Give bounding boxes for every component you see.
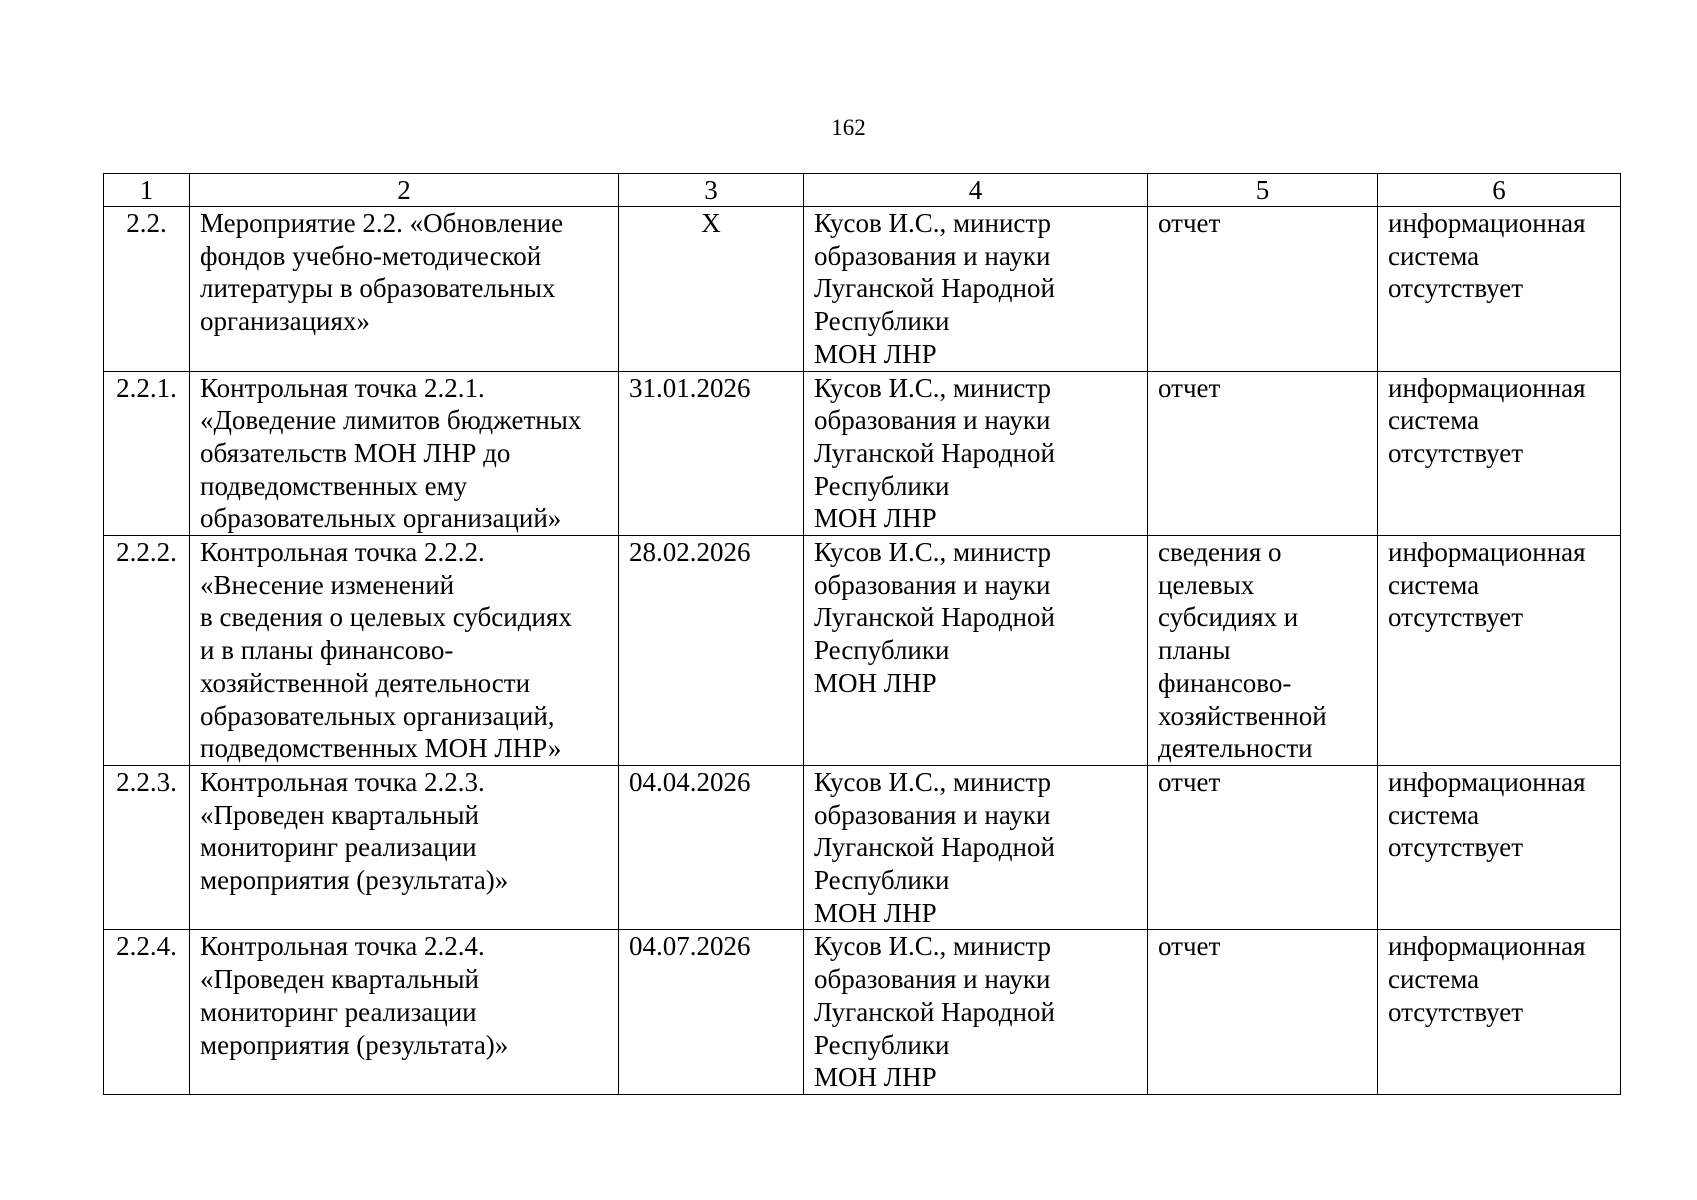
row-document: сведения о целевых субсидиях и планы финансово- хозяйственной деятельности — [1148, 536, 1378, 766]
row-name: Контрольная точка 2.2.2. «Внесение изменений в сведения о целевых субсидиях и в планы финансово- хозяйственной деятельности образовательных организаций, подведомственных МОН ЛНР» — [190, 536, 619, 766]
row-system: информационная система отсутствует — [1378, 371, 1621, 536]
header-row — [104, 174, 1621, 207]
row-responsible: Кусов И.С., министр образования и науки Луганской Народной Республики МОН ЛНР — [804, 765, 1148, 930]
header-col-3: 3 — [619, 174, 804, 207]
row-date: 04.07.2026 — [619, 930, 804, 1095]
row-name: Контрольная точка 2.2.1. «Доведение лимитов бюджетных обязательств МОН ЛНР до подведомственных ему образовательных организаций» — [190, 371, 619, 536]
header-col-1: 1 — [104, 174, 190, 207]
row-name: Контрольная точка 2.2.4. «Проведен квартальный мониторинг реализации мероприятия (результата)» — [190, 930, 619, 1095]
row-responsible: Кусов И.С., министр образования и науки Луганской Народной Республики МОН ЛНР — [804, 371, 1148, 536]
table-row — [104, 930, 1621, 1095]
row-system: информационная система отсутствует — [1378, 930, 1621, 1095]
row-document: отчет — [1148, 930, 1378, 1095]
row-name: Контрольная точка 2.2.3. «Проведен квартальный мониторинг реализации мероприятия (результата)» — [190, 765, 619, 930]
row-document: отчет — [1148, 207, 1378, 372]
row-system: информационная система отсутствует — [1378, 207, 1621, 372]
plan-table — [103, 173, 1621, 1095]
row-system: информационная система отсутствует — [1378, 765, 1621, 930]
header-col-2: 2 — [190, 174, 619, 207]
page-number: 162 — [831, 115, 866, 140]
row-responsible: Кусов И.С., министр образования и науки Луганской Народной Республики МОН ЛНР — [804, 930, 1148, 1095]
header-col-4: 4 — [804, 174, 1148, 207]
row-document: отчет — [1148, 765, 1378, 930]
row-responsible: Кусов И.С., министр образования и науки Луганской Народной Республики МОН ЛНР — [804, 536, 1148, 766]
row-name: Мероприятие 2.2. «Обновление фондов учебно-методической литературы в образовательных организациях» — [190, 207, 619, 372]
row-date: Х — [619, 207, 804, 372]
row-number: 2.2.1. — [104, 371, 190, 536]
row-date: 31.01.2026 — [619, 371, 804, 536]
table-row — [104, 371, 1621, 536]
table-row — [104, 765, 1621, 930]
row-number: 2.2.3. — [104, 765, 190, 930]
row-system: информационная система отсутствует — [1378, 536, 1621, 766]
table-row — [104, 207, 1621, 372]
row-number: 2.2. — [104, 207, 190, 372]
row-number: 2.2.2. — [104, 536, 190, 766]
header-col-6: 6 — [1378, 174, 1621, 207]
row-document: отчет — [1148, 371, 1378, 536]
row-date: 28.02.2026 — [619, 536, 804, 766]
row-responsible: Кусов И.С., министр образования и науки Луганской Народной Республики МОН ЛНР — [804, 207, 1148, 372]
row-date: 04.04.2026 — [619, 765, 804, 930]
header-col-5: 5 — [1148, 174, 1378, 207]
table-row — [104, 536, 1621, 766]
row-number: 2.2.4. — [104, 930, 190, 1095]
